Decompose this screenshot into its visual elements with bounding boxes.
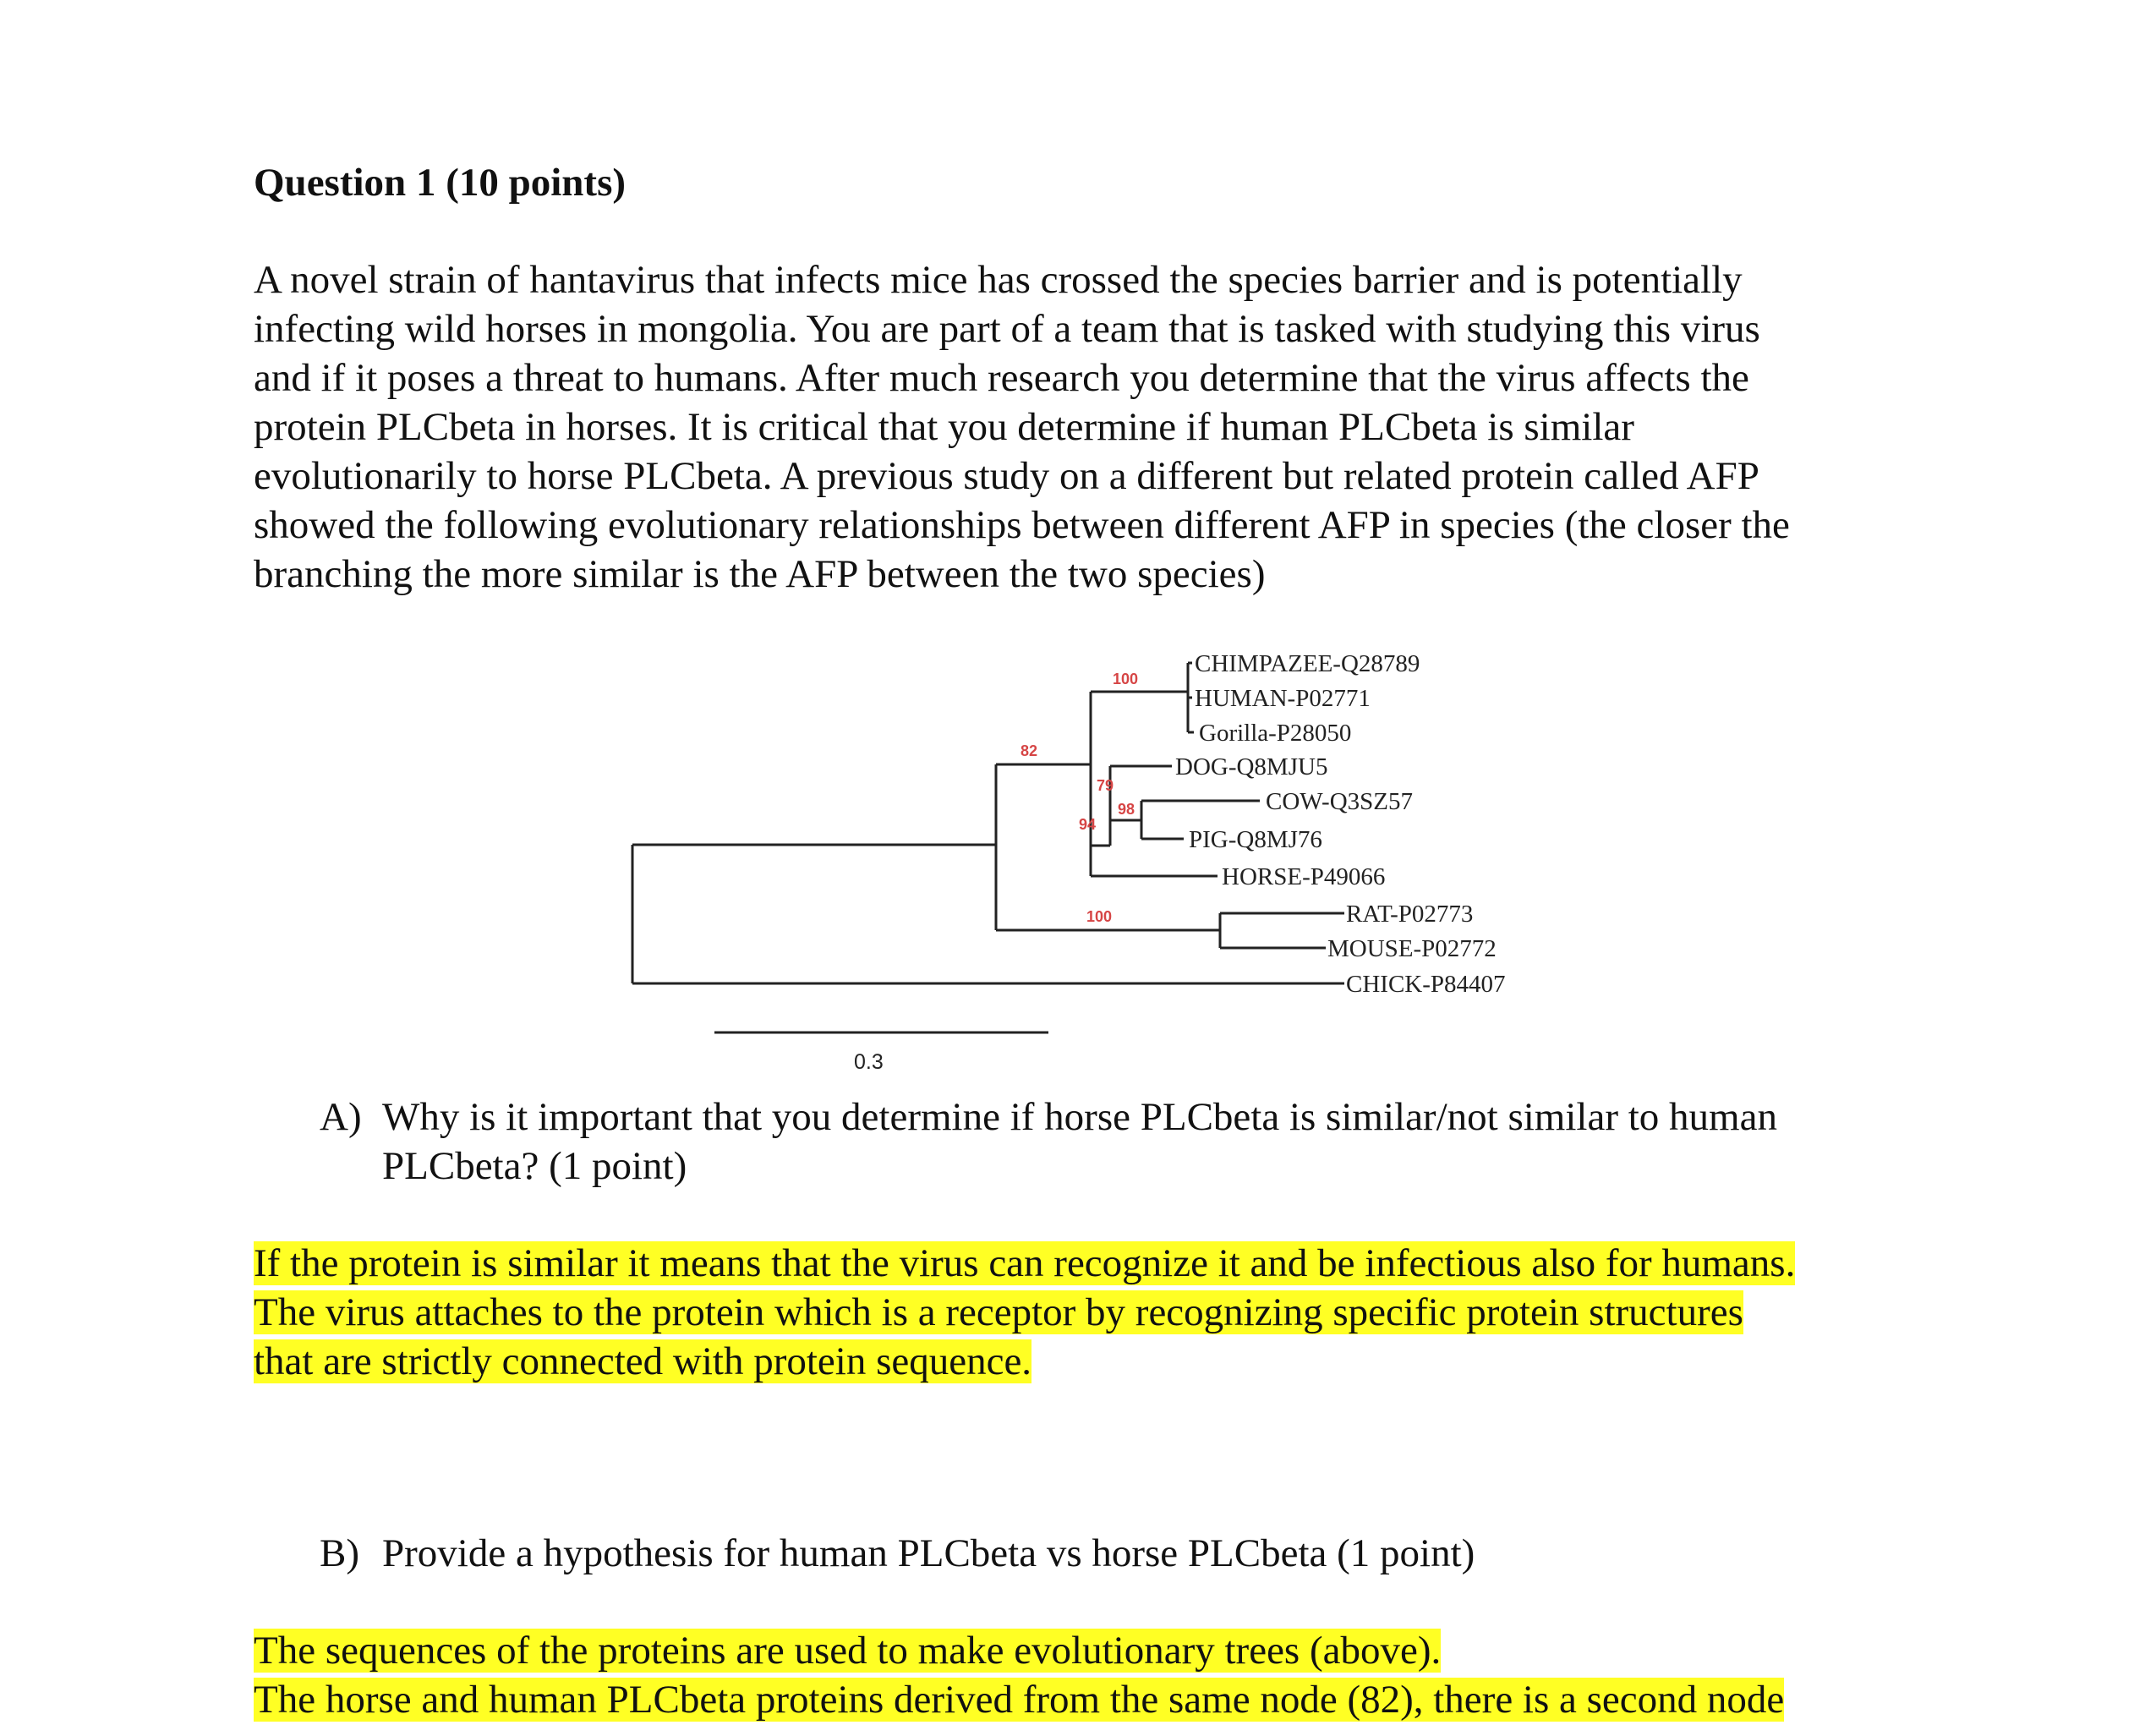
answer-a-line: The virus attaches to the protein which is a receptor by recognizing specific protein structures bbox=[254, 1290, 1743, 1334]
tree-leaf-labels bbox=[1175, 650, 1506, 998]
part-a-answer bbox=[254, 1239, 1795, 1386]
bootstrap-node94: 94 bbox=[1079, 816, 1097, 833]
leaf-label-mouse: MOUSE-P02772 bbox=[1327, 935, 1497, 962]
paragraph-line: showed the following evolutionary relationships between different AFP in species (the closer the bbox=[254, 503, 1790, 547]
leaf-label-human: HUMAN-P02771 bbox=[1195, 685, 1371, 712]
answer-b-line: The sequences of the proteins are used to make evolutionary trees (above). bbox=[254, 1629, 1442, 1673]
part-a-question bbox=[382, 1092, 1777, 1191]
part-a-question-line: Why is it important that you determine if horse PLCbeta is similar/not similar to human bbox=[382, 1095, 1777, 1139]
question-title: Question 1 (10 points) bbox=[254, 161, 627, 205]
answer-b-line: The horse and human PLCbeta proteins derived from the same node (82), there is a second node bbox=[254, 1678, 1785, 1722]
paragraph-line: and if it poses a threat to humans. After much research you determine that the virus affects the bbox=[254, 356, 1749, 400]
scale-bar-label: 0.3 bbox=[854, 1050, 884, 1074]
part-a-question-line: PLCbeta? (1 point) bbox=[382, 1144, 687, 1188]
leaf-label-gorilla: Gorilla-P28050 bbox=[1199, 720, 1352, 747]
paragraph-line: infecting wild horses in mongolia. You are part of a team that is tasked with studying this virus bbox=[254, 307, 1760, 351]
leaf-label-chimpanzee: CHIMPAZEE-Q28789 bbox=[1195, 650, 1420, 677]
leaf-label-horse: HORSE-P49066 bbox=[1222, 863, 1386, 890]
part-a-prefix: A) bbox=[320, 1095, 362, 1139]
leaf-label-dog: DOG-Q8MJU5 bbox=[1175, 753, 1328, 780]
bootstrap-rodents: 100 bbox=[1086, 908, 1113, 925]
paragraph-line: A novel strain of hantavirus that infects mice has crossed the species barrier and is potentially bbox=[254, 258, 1743, 302]
part-b-answer bbox=[254, 1626, 1784, 1724]
paragraph-line: evolutionarily to horse PLCbeta. A previous study on a different but related protein called AFP bbox=[254, 454, 1759, 498]
leaf-label-pig: PIG-Q8MJ76 bbox=[1189, 826, 1322, 853]
leaf-label-cow: COW-Q3SZ57 bbox=[1266, 788, 1413, 815]
bootstrap-node82: 82 bbox=[1021, 742, 1038, 759]
bootstrap-primates: 100 bbox=[1113, 671, 1139, 687]
leaf-label-rat: RAT-P02773 bbox=[1346, 901, 1474, 928]
part-b-question: Provide a hypothesis for human PLCbeta vs horse PLCbeta (1 point) bbox=[382, 1531, 1475, 1575]
answer-a-line: that are strictly connected with protein sequence. bbox=[254, 1339, 1032, 1383]
bootstrap-node98: 98 bbox=[1118, 801, 1135, 818]
tree-bootstrap-values bbox=[1021, 671, 1138, 925]
part-b-prefix: B) bbox=[320, 1531, 359, 1575]
leaf-label-chick: CHICK-P84407 bbox=[1346, 971, 1506, 998]
paragraph-line: protein PLCbeta in horses. It is critical that you determine if human PLCbeta is similar bbox=[254, 405, 1634, 449]
bootstrap-node79: 79 bbox=[1097, 777, 1114, 794]
answer-a-line: If the protein is similar it means that the virus can recognize it and be infectious also for humans. bbox=[254, 1241, 1796, 1285]
paragraph-line: branching the more similar is the AFP between the two species) bbox=[254, 552, 1266, 596]
